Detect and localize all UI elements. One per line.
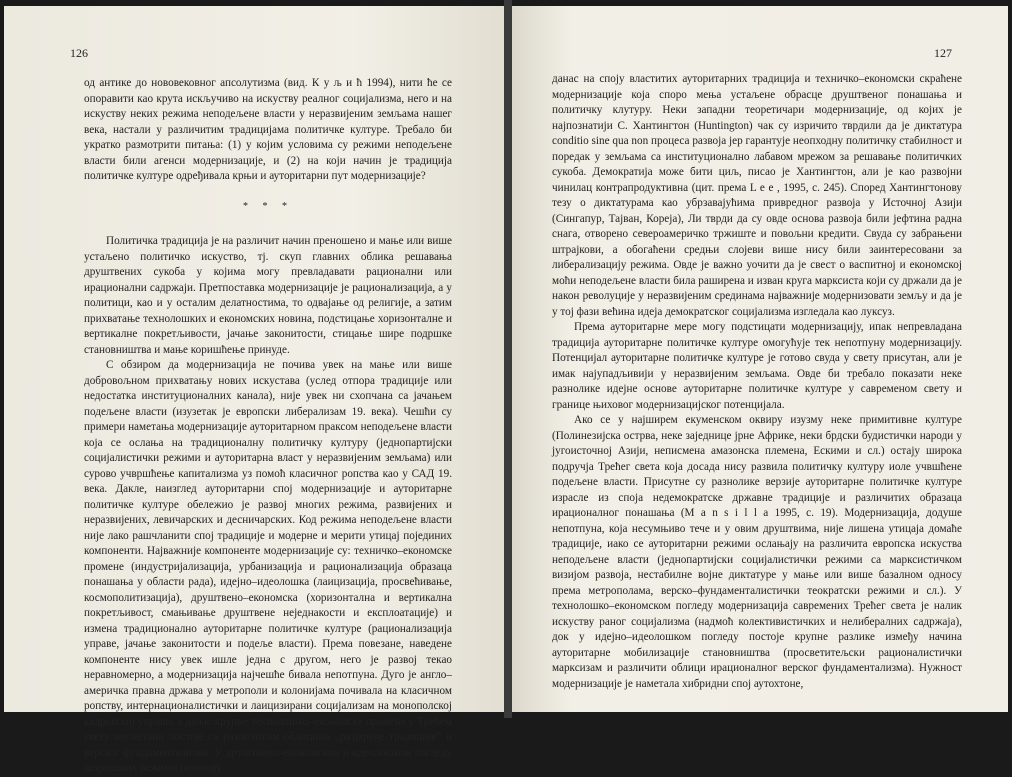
- paragraph: Према ауторитарне мере могу подстицати модернизацију, ипак непревладана традиција ауторитарне политичке културе омогућује тек непотпуну модернизацију. Потенцијал ауторитарне политичке културе је готово свуда у свету присутан, али је имак најупадљивији у неразвијеним земљама. Овде би требало показати неке разнолике идејне основе ауторитарне политичке културе у савременом свету и границе њиховог модернизацијског потенцијала.: [552, 321, 962, 411]
- book-gutter: [504, 0, 512, 718]
- page-number-right: 127: [934, 46, 952, 60]
- paragraph-intro: од антике до нововековног апсолутизма (вид. К у љ и ћ 1994), нити ће се опоравити као крута искључиво на искуству реалног социјализма, него и на искуству неких режима неподељене власти у неразвијеним земљама нашег века, настали у различитим традицијама политичке културе. Требало би укратко размотрити питања: (1) у којим условима су режими неподељене власти били агенси модернизације, и (2) на који начин је традиција политичке културе одређивала крњи и ауторитарни пут модернизације?: [84, 77, 452, 182]
- section-separator: * * *: [243, 200, 293, 212]
- paragraph: С обзиром да модернизација не почива увек на мање или више добровољном прихватању нових искустава (услед отпора традиције или недостатка институционалних канала), није увек ни схопчана са јачањем подељене власти (изузетак је европски либерализам 19. века). Чешћи су примери наметања модернизације ауторитарном праксом неподељене власти која се ослања на традиционалну политичку културу (једнопартијски социјалистички режими и ауторитарна власт у неразвијеним земљама) или сурово учвршћење капитализма уз помоћ класичног ропства као у САД 19. века. Дакле, наизглед ауторитарни спој модернизације и ауторитарне политичке културе обележио је развој многих режима, развијених и неразвијених, левичарских и десничарских. Код режима неподељене власти није лако рашчланити спој традиције и модерне и мерити утицај појединих компоненти. Најважније компоненте модернизације су: техничко–економске промене (индустријализација, урбанизација и рационализација образаца понашања у области рада), идејно–идеолошка (лаицизација, просвећивање, космополитизација), друштвено–економска (хоризонтална и вертикална покретљивост, смањивање друштвене неједнакости и експлоатације) и измена традиционално ауторитарне политичке културе (рационализација управе, јачање законитости и подеље власти). Према повезане, наведене компоненте нису увек ишле једна с другом, него је развој текао неравномерно, а модернизација најчешће бивала непотпуна. Дуго је англо–америчка правна држава у метрополи и колонијама почивала на класичном ропству, интернационалистички и лаицизирани социјализам на монополској кадровској управи, а данас крупне технолошко–економске промене у Трећем свету несметано постоје са различитим облицима „разјарене традиције“ и верског фундаментализма. У друштвено–економском и идеолошком погледу шароликих режими почивају: [84, 359, 452, 774]
- paragraph: Политичка традиција је на различит начин преношено и мање или више устаљено политичко искуство, тј. скуп главних облика решавања друштвених сукоба у којима могу превладавати рационални или ирационални садржаји. Претпоставка модернизације је рационализација, а у политици, као и у осталим делатностима, то одвајање од религије, а затим прихватање технолошких и економских новина, подстицање хоризонталне и вертикалне покретљивости, јачање законитости, стицање шире подршке становништва и мање коришћење принуде.: [84, 235, 452, 356]
- right-page-text: [552, 72, 962, 692]
- page-number-left: 126: [70, 46, 88, 60]
- paragraph-continued: данас на споју властитих ауторитарних традиција и техничко–економски скраћене модернизације која споро мења устаљене обрасце друштвеног понашања и политичку клутуру. Неки западни теоретичари модернизације, од којих је најпознатији С. Хантингтон (Huntington) чак су изричито тврдили да је диктатура conditio sine qua non процеса развоја јер гарантује неопходну политичку стабилност и поредак у земљама са институционално лабавом мрежом за решавање политичких сукоба. Демократија може бити циљ, писао је Хантингтон, али је као развојни чинилац контрапродуктивна (цит. према L e e , 1995, с. 245). Според Хантингтонову тезу о диктатурама као убрзавајућима привредног развоја у Источној Азији (Сингапур, Тајван, Кореја), Ли тврди да су овде основа развоја били јефтина радна снага, отворено североамеричко тржиште и повољни кредити. Свуда су забрањени штрајкови, а обогаћени средњи слојеви више нису били заинтересовани за либерализацију режима. Овде је важно уочити да је свест о васпитној и економској моћи неподељене власти била раширена и изван круга марксиста који су држали да је након револуције у неразвијеним срединама најважније модернизовати земљу и да је у тој фази већина идеја демократског социјализма изгледала као луксуз.: [552, 73, 962, 318]
- left-page: [4, 6, 504, 774]
- paragraph: Ако се у најширем екуменском оквиру изузму неке примитивне културе (Полинезијска острва, неке заједнице јрне Африке, неки брдски будистички народи у југоисточној Азији, неписмена амазонска племена, Ескими и сл.) остају широка подручја Трећег света која досада нису развила политичку културу иоле учвшћене подељене власти. Присутне су разнолике верзије ауторитарне политичке културе израсле из споја недемократске државне традиције и различитих образаца ирационалног понашања (M a n s i l l a 1995, с. 19). Модернизација, додуше непотпуна, која несумњиво тече и у овим друштвима, није лишена утицаја домаће традиције, иако се ауторитарни режими ослањају на различита европска искуства неподељене власти (једнопартијски социјалистички режими са марксистичком визијом развоја, нестабилне војне диктатуре у мање или више базалном односу према метрополама, верско–фундаменталистички теократски режими и сл.). У технолошко–економском погледу модернизација савремених Трећег света је налик искуству раног социјализма (надмоћ колективистичких и нелибералних садржаја), док у идејно–идеолошком погледу постоје крупне разлике између начина ауторитарне мобилизације становништва (просветитељски рационалистички марксизам и различити облици ирационалног верског фундаментализма). Нужност модернизације је наметала хибридни спој аутохтоне,: [552, 414, 962, 690]
- right-page: [512, 6, 1008, 712]
- left-page-text: [84, 76, 452, 777]
